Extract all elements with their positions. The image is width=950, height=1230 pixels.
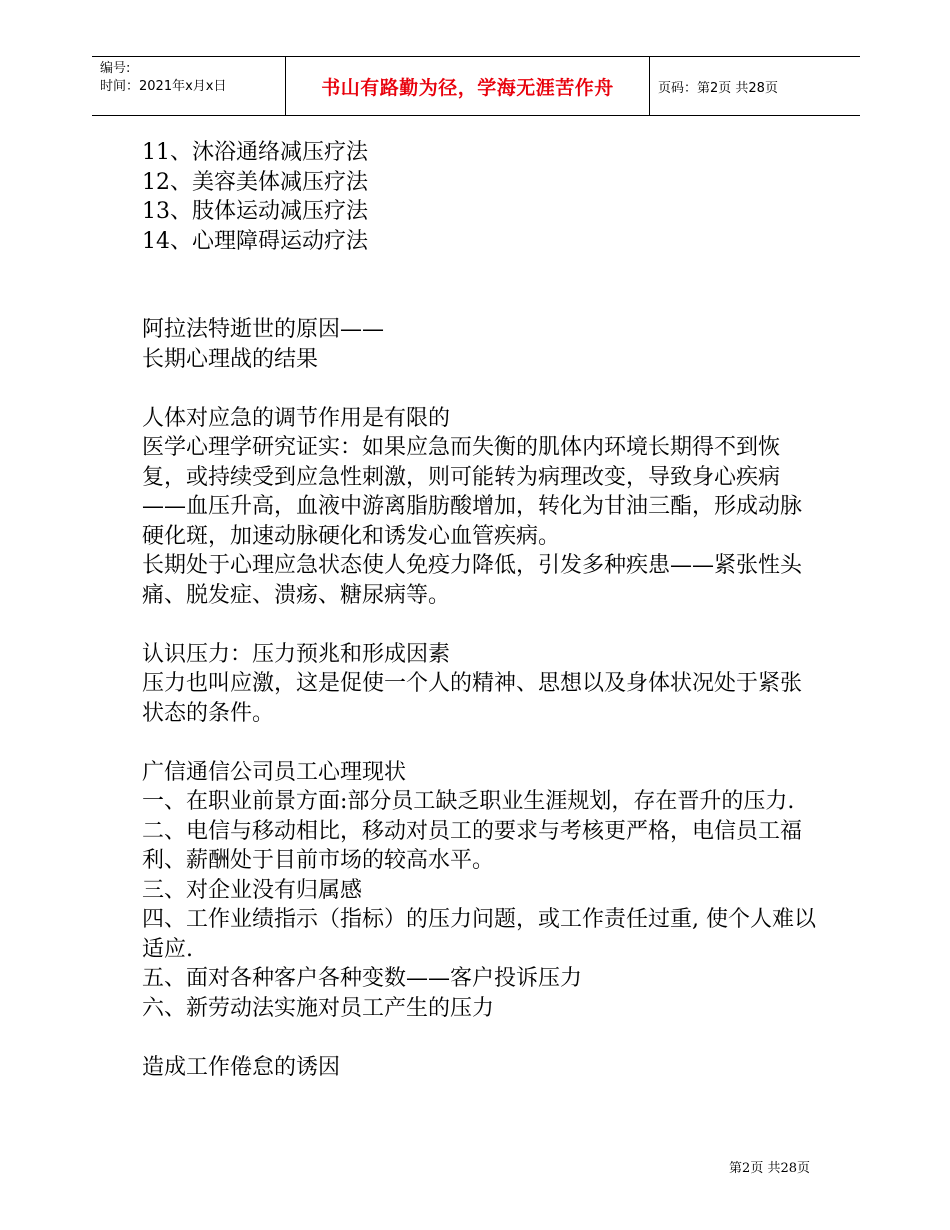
section-heading: 人体对应急的调节作用是有限的: [142, 405, 451, 431]
spacer: [142, 610, 818, 640]
list-item: 11、沐浴通络减压疗法: [142, 140, 368, 165]
list-item: 13、肢体运动减压疗法: [142, 199, 368, 224]
section-heading: 造成工作倦怠的诱因: [142, 1054, 341, 1080]
spacer: [142, 256, 818, 315]
spacer: [142, 1023, 818, 1053]
header-meta: [92, 57, 286, 115]
paragraph: 医学心理学研究证实：如果应急而失衡的肌体内环境长期得不到恢复，或持续受到应急性刺激，则可能转为病理改变，导致身心疾病——血压升高，血液中游离脂肪酸增加，转化为甘油三酯，形成动脉硬化斑，加速动脉硬化和诱发心血管疾病。: [142, 435, 803, 549]
page-header: [92, 56, 860, 116]
list-item: 12、美容美体减压疗法: [142, 169, 368, 195]
section-subheading: 长期心理战的结果: [142, 346, 319, 372]
list-item: 五、面对各种客户各种变数——客户投诉压力: [142, 966, 583, 991]
section-heading: 认识压力：压力预兆和形成因素: [142, 641, 451, 667]
section-heading: 阿拉法特逝世的原因——: [142, 317, 385, 342]
header-page-number: 页码：第2页 共28页: [658, 80, 778, 96]
document-number-label: 编号:: [100, 61, 131, 76]
page-footer-number: 第2页 共28页: [729, 1161, 810, 1176]
list-item: 三、对企业没有归属感: [142, 877, 363, 903]
paragraph: 压力也叫应激，这是促使一个人的精神、思想以及身体状况处于紧张状态的条件。: [142, 671, 803, 726]
header-motto: 书山有路勤为径，学海无涯苦作舟: [286, 57, 650, 115]
spacer: [142, 728, 818, 758]
section-heading: 广信通信公司员工心理现状: [142, 759, 407, 785]
spacer: [142, 374, 818, 404]
list-item: 一、在职业前景方面:部分员工缺乏职业生涯规划，存在晋升的压力.: [142, 789, 795, 814]
list-item: 四、工作业绩指示（指标）的压力问题，或工作责任过重, 使个人难以适应.: [142, 907, 816, 962]
document-body: [142, 138, 818, 1082]
list-item: 六、新劳动法实施对员工产生的压力: [142, 995, 495, 1021]
document-time-label: 时间：2021年x月x日: [100, 79, 227, 94]
paragraph: 长期处于心理应急状态使人免疫力降低，引发多种疾患——紧张性头痛、脱发症、溃疡、糖尿病等。: [142, 553, 803, 608]
list-item: 二、电信与移动相比，移动对员工的要求与考核更严格，电信员工福利、薪酬处于目前市场的较高水平。: [142, 818, 803, 873]
list-item: 14、心理障碍运动疗法: [142, 228, 368, 254]
